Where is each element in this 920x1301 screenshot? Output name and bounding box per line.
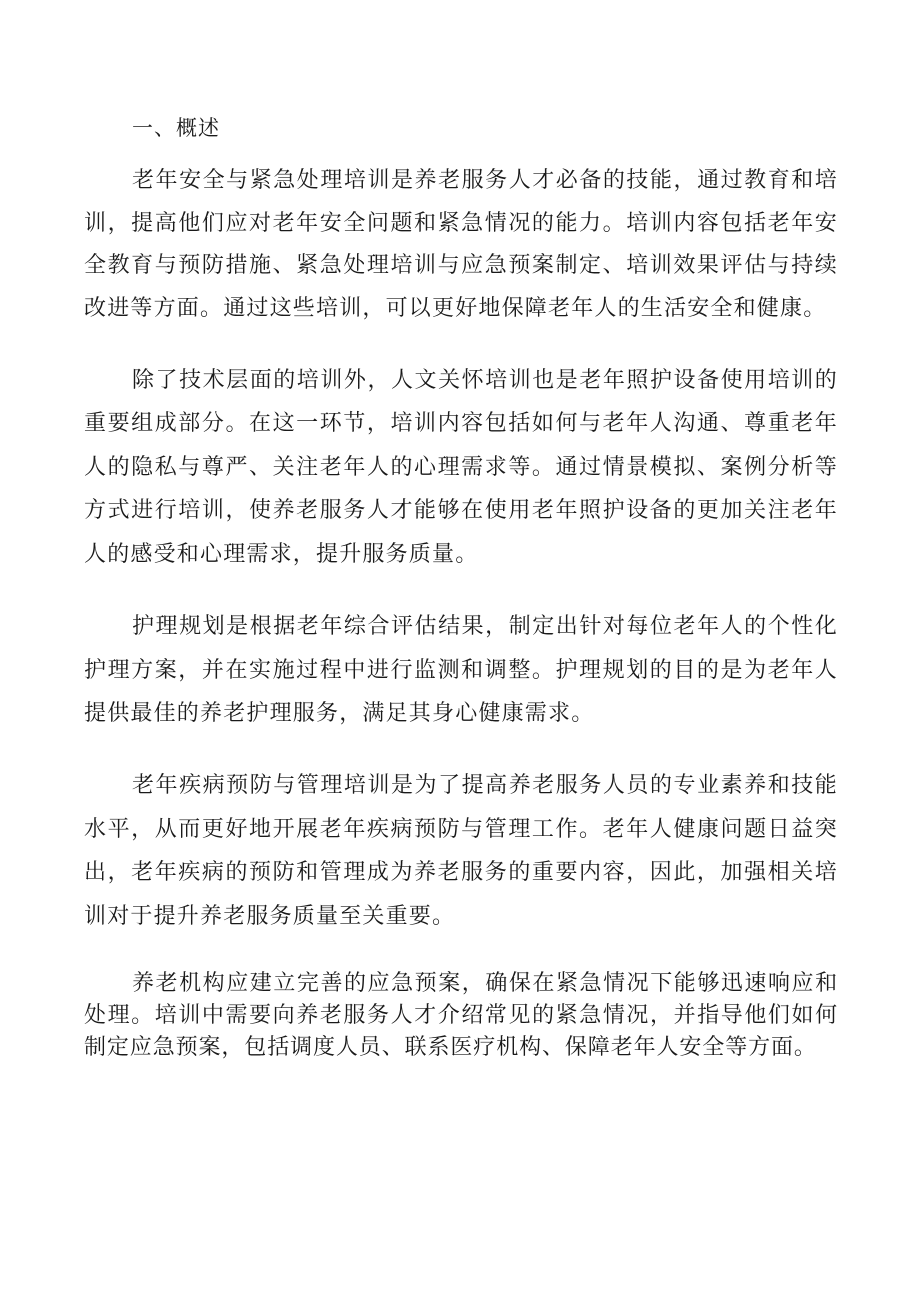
paragraph-disease-prevention: 老年疾病预防与管理培训是为了提高养老服务人员的专业素养和技能水平，从而更好地开展老年疾病预防与管理工作。老年人健康问题日益突出，老年疾病的预防和管理成为养老服务的重要内容，因此，加强相关培训对于提升养老服务质量至关重要。 (84, 773, 838, 929)
paragraph-safety-training: 老年安全与紧急处理培训是养老服务人才必备的技能，通过教育和培训，提高他们应对老年安全问题和紧急情况的能力。培训内容包括老年安全教育与预防措施、紧急处理培训与应急预案制定、培训效果评估与持续改进等方面。通过这些培训，可以更好地保障老年人的生活安全和健康。 (84, 168, 838, 322)
paragraph-humanistic-care: 除了技术层面的培训外，人文关怀培训也是老年照护设备使用培训的重要组成部分。在这一环节，培训内容包括如何与老年人沟通、尊重老年人的隐私与尊严、关注老年人的心理需求等。通过情景模拟、案例分析等方式进行培训，使养老服务人才能够在使用老年照护设备的更加关注老年人的感受和心理需求，提升服务质量。 (84, 367, 838, 567)
paragraph-care-planning: 护理规划是根据老年综合评估结果，制定出针对每位老年人的个性化护理方案，并在实施过程中进行监测和调整。护理规划的目的是为老年人提供最佳的养老护理服务，满足其身心健康需求。 (84, 614, 838, 726)
paragraph-emergency-plan: 养老机构应建立完善的应急预案，确保在紧急情况下能够迅速响应和处理。培训中需要向养老服务人才介绍常见的紧急情况，并指导他们如何制定应急预案，包括调度人员、联系医疗机构、保障老年人安全等方面。 (84, 971, 838, 1061)
section-heading: 一、概述 (132, 116, 220, 140)
